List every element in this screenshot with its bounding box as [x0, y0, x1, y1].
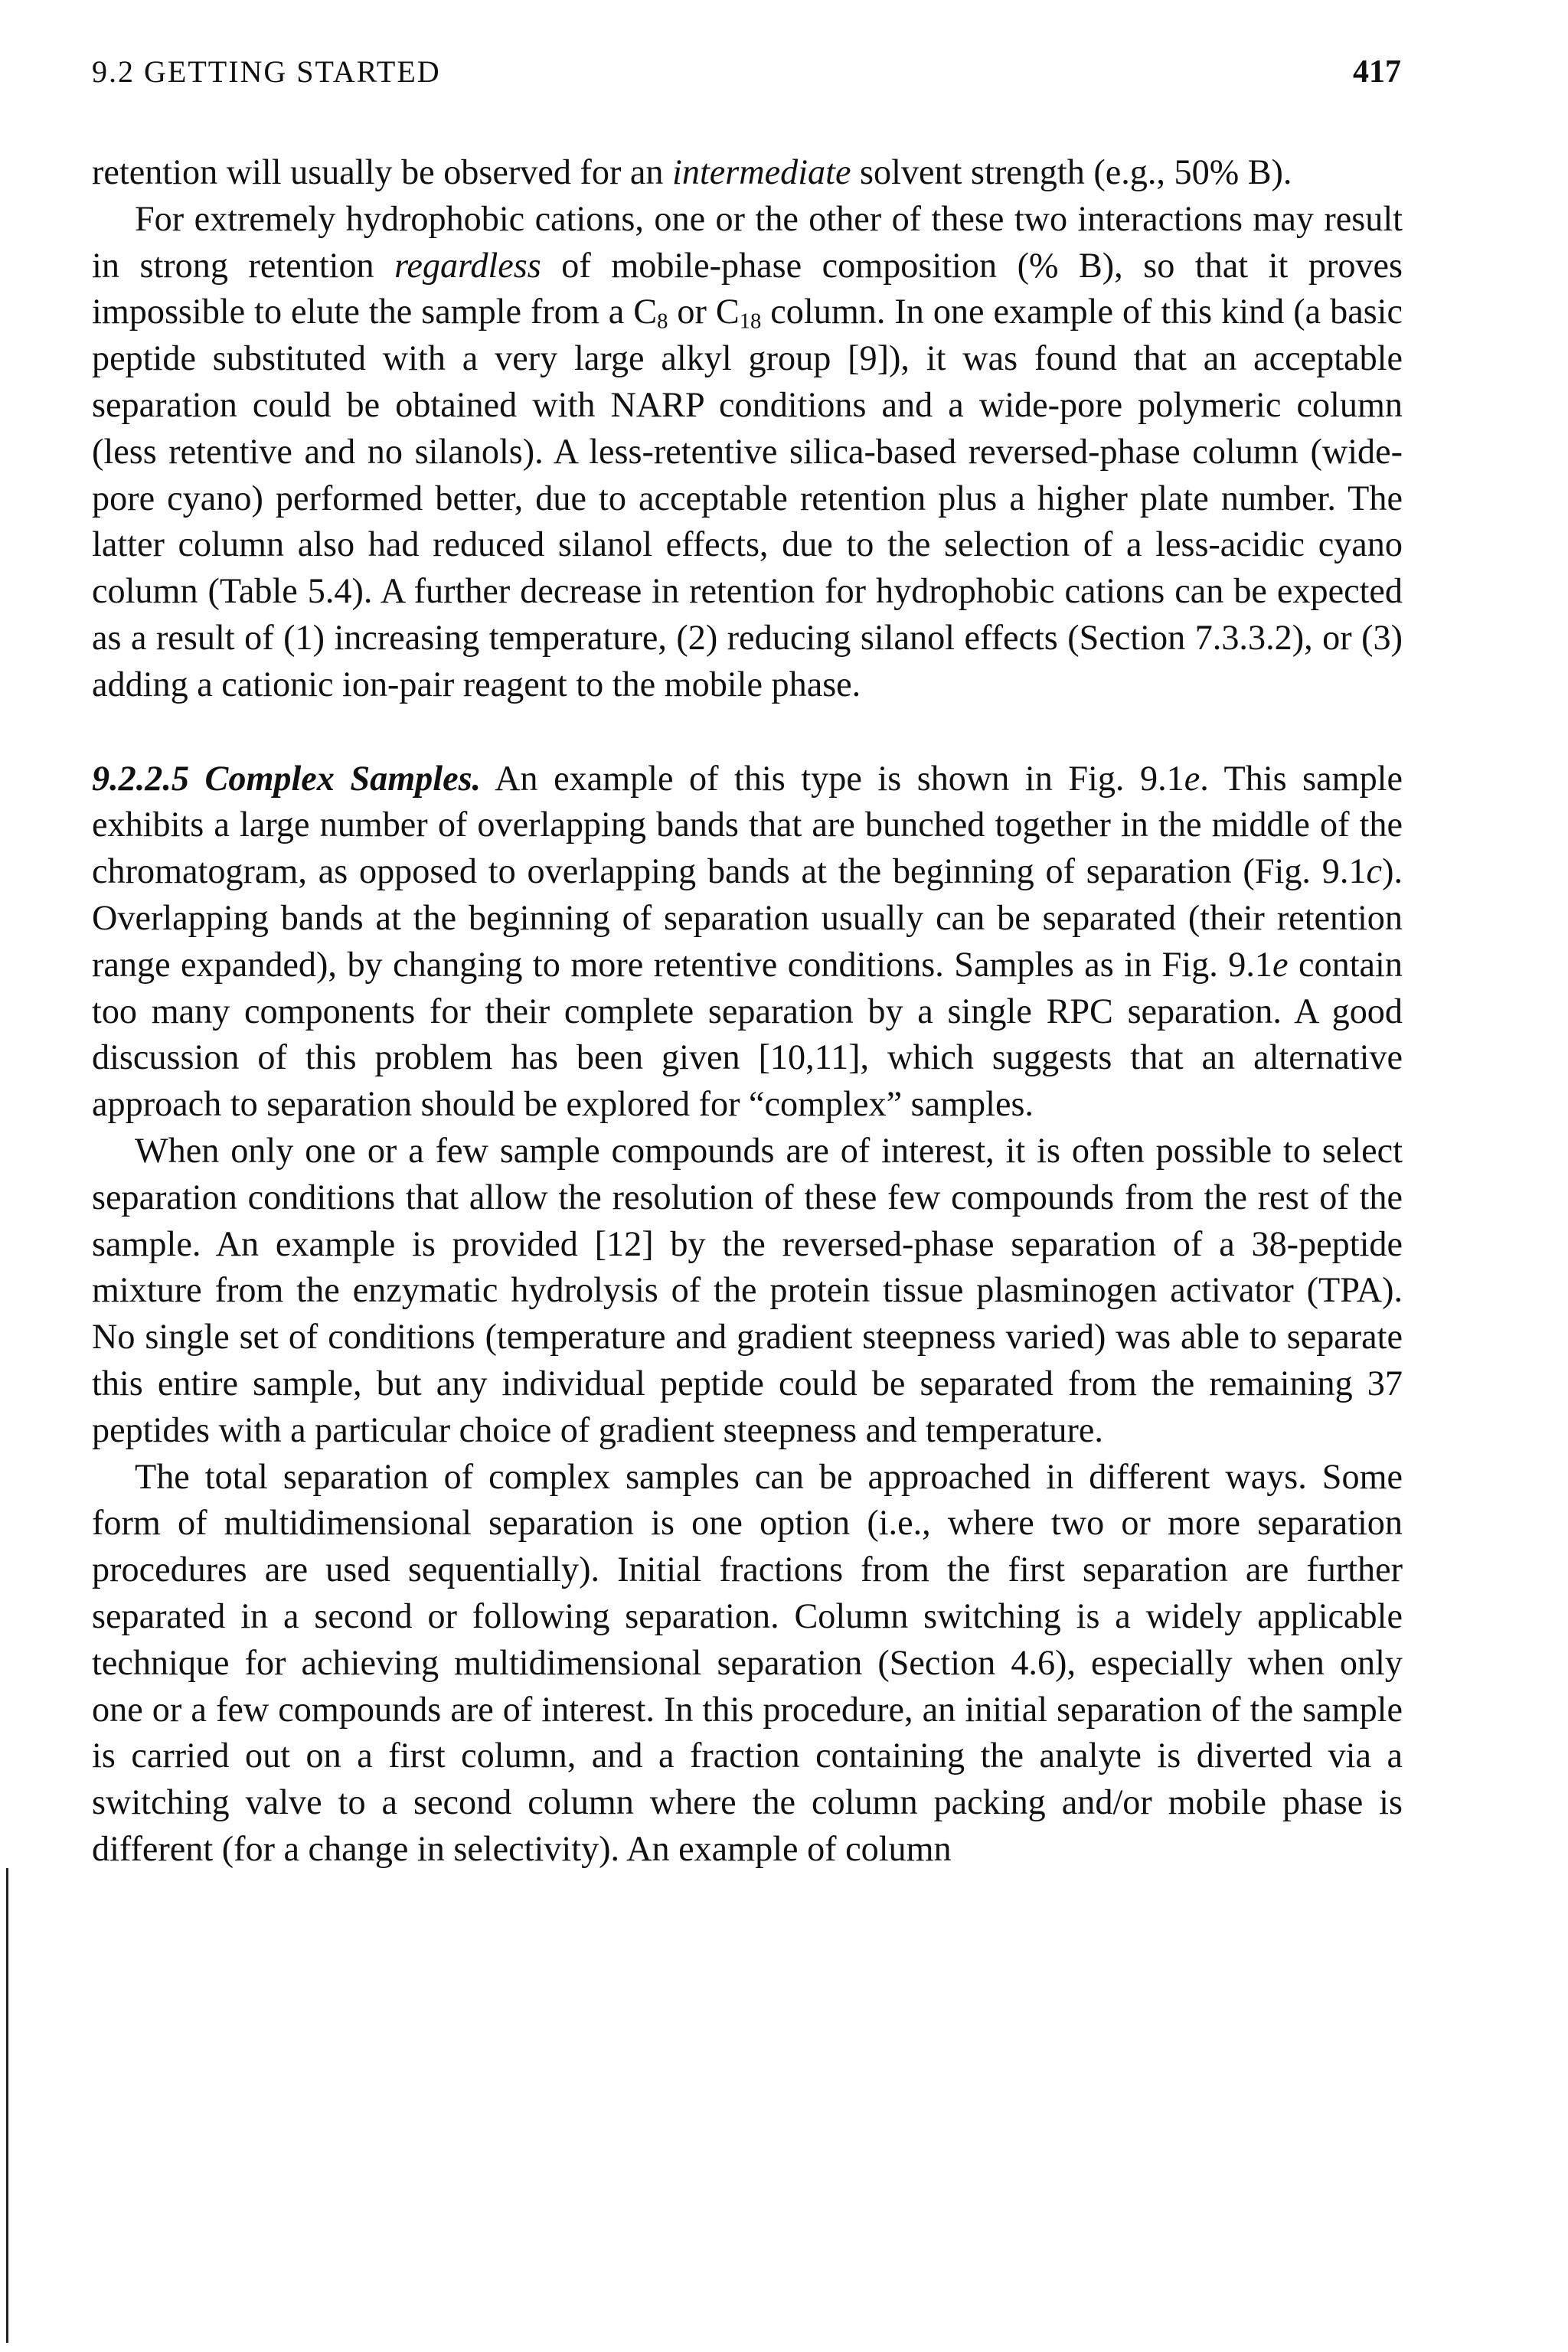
- running-head: 9.2 GETTING STARTED: [92, 54, 441, 89]
- page-header: [92, 54, 1401, 100]
- section-heading: 9.2.2.5 Complex Samples.: [92, 758, 482, 798]
- page-number: 417: [1353, 54, 1401, 90]
- paragraph-hydrophobic-cations: For extremely hydrophobic cations, one or the other of these two interactions may result in strong retention regardless of mobile-phase composition (% B), so that it proves impossible to elute the sample from a $C_8$ or $C_{18}$ column. In one example of this kind (a basic peptide substituted with a very large alkyl group [9]), it was found that an acceptable separation could be obtained with NARP conditions and a wide-pore polymeric column (less retentive and no silanols). A less-retentive silica-based reversed-phase column (wide-pore cyano) performed better, due to acceptable retention plus a higher plate number. The latter column also had reduced silanol effects, due to the selection of a less-acidic cyano column (Table 5.4). A further decrease in retention for hydrophobic cations can be expected as a result of (1) increasing temperature, (2) reducing silanol effects (Section 7.3.3.2), or (3) adding a cationic ion-pair reagent to the mobile phase.: [92, 198, 1403, 704]
- paragraph-complex-samples: 9.2.2.5 Complex Samples. An example of this type is shown in Fig. 9.1e. This sample exhibits a large number of overlapping bands that are bunched together in the middle of the chromatogram, as opposed to overlapping bands at the beginning of separation (Fig. 9.1c). Overlapping bands at the beginning of separation usually can be separated (their retention range expanded), by changing to more retentive conditions. Samples as in Fig. 9.1e contain too many components for their complete separation by a single RPC separation. A good discussion of this problem has been given [10,11], which suggests that an alternative approach to separation should be explored for “complex” samples.: [92, 758, 1403, 1124]
- body-text: [92, 149, 1403, 1873]
- scan-margin-line: [6, 1868, 8, 2343]
- section-gap: [92, 708, 1403, 756]
- paragraph-few-compounds: When only one or a few sample compounds are of interest, it is often possible to select separation conditions that allow the resolution of these few compounds from the rest of the sample. An example is provided [12] by the reversed-phase separation of a 38-peptide mixture from the enzymatic hydrolysis of the protein tissue plasminogen activator (TPA). No single set of conditions (temperature and gradient steepness varied) was able to separate this entire sample, but any individual peptide could be separated from the remaining 37 peptides with a particular choice of gradient steepness and temperature.: [92, 1130, 1403, 1449]
- paragraph-continuation: retention will usually be observed for an intermediate solvent strength (e.g., 50% B).: [92, 152, 1292, 191]
- paragraph-total-separation: The total separation of complex samples can be approached in different ways. Some form of multidimensional separation is one option (i.e., where two or more separation procedures are used sequentially). Initial fractions from the first separation are further separated in a second or following separation. Column switching is a widely applicable technique for achieving multidimensional separation (Section 4.6), especially when only one or a few compounds are of interest. In this procedure, an initial separation of the sample is carried out on a first column, and a fraction containing the analyte is diverted via a switching valve to a second column where the column packing and/or mobile phase is different (for a change in selectivity). An example of column: [92, 1456, 1403, 1868]
